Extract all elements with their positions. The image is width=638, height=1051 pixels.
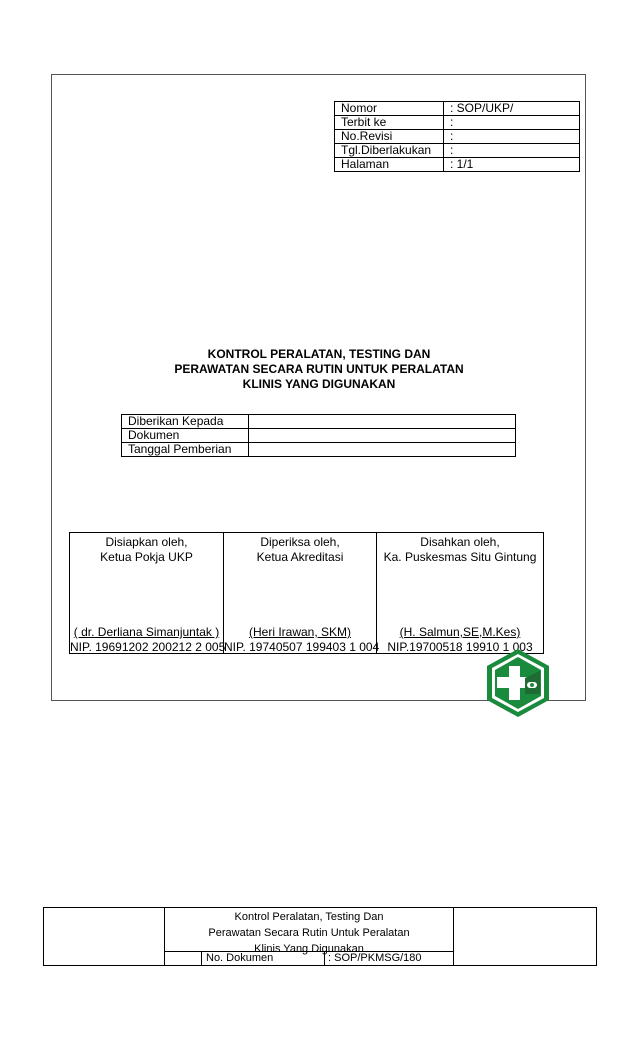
- footer-doc-label: No. Dokumen: [202, 952, 325, 966]
- footer-blank-cell: [165, 952, 202, 966]
- meta-row-tgl: [335, 144, 580, 158]
- footer-title-line: Kontrol Peralatan, Testing Dan: [234, 911, 384, 923]
- signature-name: ( dr. Derliana Simanjuntak ): [73, 625, 220, 639]
- signature-name: (H. Salmun,SE,M.Kes): [399, 625, 521, 639]
- distribution-value: [249, 429, 516, 443]
- meta-label: No.Revisi: [335, 130, 444, 144]
- distribution-row: [122, 429, 516, 443]
- signature-role: Disahkan oleh,: [420, 535, 500, 549]
- signature-approved: [377, 533, 544, 654]
- signature-checked: [224, 533, 380, 654]
- meta-value: : 1/1: [444, 158, 580, 172]
- meta-row-halaman: [335, 158, 580, 172]
- distribution-value: [249, 415, 516, 429]
- puskesmas-logo-icon: [485, 648, 551, 718]
- distribution-label: Dokumen: [122, 429, 249, 443]
- meta-row-revisi: [335, 130, 580, 144]
- document-title: [150, 347, 488, 392]
- distribution-table: [121, 414, 516, 457]
- meta-value: :: [444, 144, 580, 158]
- signature-position: Ketua Pokja UKP: [100, 550, 193, 564]
- footer-title-line: Klinis Yang Digunakan: [254, 943, 364, 955]
- title-line: PERAWATAN SECARA RUTIN UNTUK PERALATAN: [174, 362, 464, 376]
- meta-label: Halaman: [335, 158, 444, 172]
- title-line: KLINIS YANG DIGUNAKAN: [242, 377, 396, 391]
- signature-position: Ketua Akreditasi: [256, 550, 344, 564]
- distribution-row: [122, 443, 516, 457]
- meta-label: Terbit ke: [335, 116, 444, 130]
- meta-value: :: [444, 130, 580, 144]
- signature-role: Disiapkan oleh,: [105, 535, 188, 549]
- footer-doc-value: : SOP/PKMSG/180: [325, 952, 454, 966]
- meta-label: Tgl.Diberlakukan: [335, 144, 444, 158]
- footer-right-cell: [454, 908, 597, 966]
- footer-logo-cell: [44, 908, 165, 966]
- footer-title-cell: [165, 908, 454, 966]
- distribution-row: [122, 415, 516, 429]
- meta-row-terbit: [335, 116, 580, 130]
- signature-nip: NIP. 19740507 199403 1 004: [224, 640, 380, 654]
- signature-name: (Heri Irawan, SKM): [248, 625, 352, 639]
- signature-table: [69, 532, 544, 654]
- document-meta-table: [334, 101, 580, 172]
- footer-table: [43, 907, 597, 966]
- signature-role: Diperiksa oleh,: [260, 535, 340, 549]
- distribution-label: Tanggal Pemberian: [122, 443, 249, 457]
- distribution-label: Diberikan Kepada: [122, 415, 249, 429]
- footer-title-line: Perawatan Secara Rutin Untuk Peralatan: [208, 927, 410, 939]
- meta-row-nomor: [335, 102, 580, 116]
- signature-nip: NIP. 19691202 200212 2 005: [70, 640, 226, 654]
- title-line: KONTROL PERALATAN, TESTING DAN: [207, 347, 431, 361]
- signature-position: Ka. Puskesmas Situ Gintung: [383, 550, 537, 564]
- meta-value: : SOP/UKP/: [444, 102, 580, 116]
- meta-label: Nomor: [335, 102, 444, 116]
- signature-nip: NIP.19700518 19910 1 003: [387, 640, 533, 654]
- signature-prepared: [70, 533, 224, 654]
- distribution-value: [249, 443, 516, 457]
- meta-value: :: [444, 116, 580, 130]
